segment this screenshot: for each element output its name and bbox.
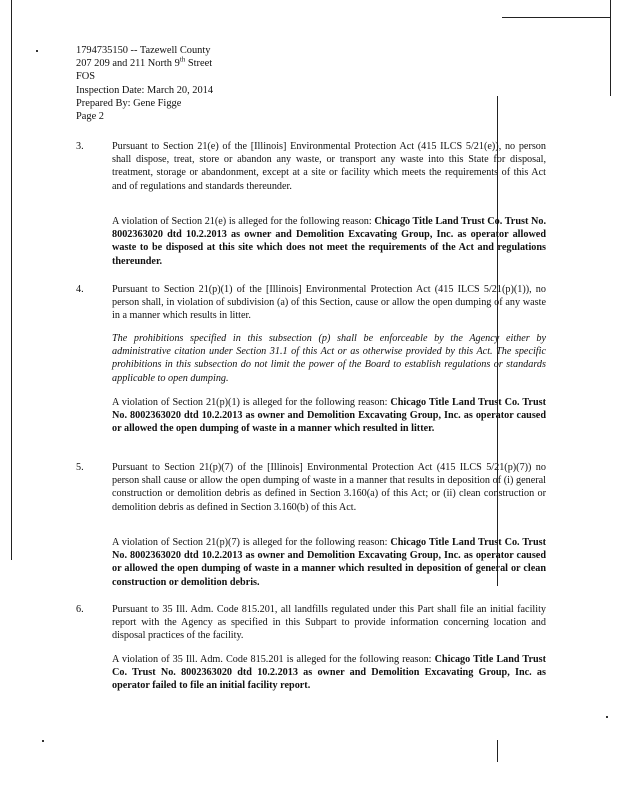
item-text: Pursuant to Section 21(p)(7) of the [Illinois] Environmental Protection Act (415 ILCS 5/21(p)(7)) no person shall cause or allow the open dumping of waste in a manner that results in deposition of (i) general construction or demolition debris as defined in Section 3.160(a) of this Act; or (ii) clean construction or demolition debris as defined in Section 3.160(b) of this Act. — [112, 462, 546, 513]
violation-paragraph — [112, 215, 546, 268]
header-fos: FOS — [76, 71, 96, 83]
statute-quote: The prohibitions specified in this subsection (p) shall be enforceable by the Agency either by administrative citation under Section 31.1 of this Act or as otherwise provided by this Act. The specific prohibitions in this subsection do not limit the power of the Board to establish regulations or standards applicable to open dumping. — [112, 333, 546, 384]
scan-edge-top-right — [502, 17, 610, 18]
document-header — [76, 44, 213, 123]
item-text: Pursuant to 35 Ill. Adm. Code 815.201, all landfills regulated under this Part shall file an initial facility report with the Agency as specified in this Subpart to provide information concerning location and disposal practices of the facility. — [112, 604, 546, 642]
item-number: 6. — [76, 604, 84, 615]
violation-lead: A violation of 35 Ill. Adm. Code 815.201 is alleged for the following reason: — [112, 654, 435, 665]
violation-reason: Chicago Title Land Trust Co. Trust No. 8002363020 dtd 10.2.2013 as owner and Demolition Excavating Group, Inc. as operator allowed waste to be disposed at this site which does not meet the requirements of the Act and regulations thereunder. — [112, 216, 546, 267]
violation-lead: A violation of Section 21(p)(1) is alleged for the following reason: — [112, 397, 391, 408]
violation-reason: Chicago Title Land Trust Co. Trust No. 8002363020 dtd 10.2.2013 as owner and Demolition Excavating Group, Inc. as operator caused or allowed the open dumping of waste in a manner which resulted in deposition of general or clean construction or demolition debris. — [112, 537, 546, 588]
item-number: 3. — [76, 141, 84, 152]
violation-lead: A violation of Section 21(e) is alleged for the following reason: — [112, 216, 375, 227]
header-address: 207 209 and 211 North 9th Street — [76, 55, 213, 70]
header-inspection-date: Inspection Date: March 20, 2014 — [76, 84, 214, 96]
scan-speck — [42, 740, 44, 742]
list-item — [76, 283, 546, 323]
list-item — [76, 461, 546, 514]
violation-paragraph — [112, 396, 546, 436]
item-number: 4. — [76, 284, 84, 295]
list-item — [76, 603, 546, 643]
violation-paragraph — [112, 536, 546, 589]
violation-lead: A violation of Section 21(p)(7) is alleged for the following reason: — [112, 537, 391, 548]
item-text: Pursuant to Section 21(p)(1) of the [Illinois] Environmental Protection Act (415 ILCS 5/21(p)(1)), no person shall, in violation of subdivision (a) of this Section, cause or allow the open dumping of any waste in a manner which results in litter. — [112, 284, 546, 322]
header-site-id: 1794735150 -- Tazewell County — [76, 45, 211, 56]
scan-edge-left — [11, 0, 12, 560]
scan-speck — [36, 50, 38, 52]
violation-reason: Chicago Title Land Trust Co. Trust No. 8002363020 dtd 10.2.2013 as owner and Demolition Excavating Group, Inc. as operator failed to file an initial facility report. — [112, 654, 546, 692]
scan-mark-bottom — [497, 740, 498, 762]
violation-paragraph — [112, 653, 546, 693]
header-page-number: Page 2 — [76, 111, 104, 123]
scan-edge-right-top — [610, 0, 611, 96]
item-text: Pursuant to Section 21(e) of the [Illinois] Environmental Protection Act (415 ILCS 5/21(e)), no person shall dispose, treat, store or abandon any waste, or transport any waste into this State for disposal, treatment, storage or abandonment, except at a site or facility which meets the requirements of this Act and of regulations and standards thereunder. — [112, 141, 546, 192]
scan-speck — [606, 716, 608, 718]
item-number: 5. — [76, 462, 84, 473]
violation-reason: Chicago Title Land Trust Co. Trust No. 8002363020 dtd 10.2.2013 as owner and Demolition Excavating Group, Inc. as operator caused or allowed the open dumping of waste in a manner which resulted in litter. — [112, 397, 546, 435]
list-item — [76, 140, 546, 193]
header-prepared-by: Prepared By: Gene Figge — [76, 97, 182, 109]
